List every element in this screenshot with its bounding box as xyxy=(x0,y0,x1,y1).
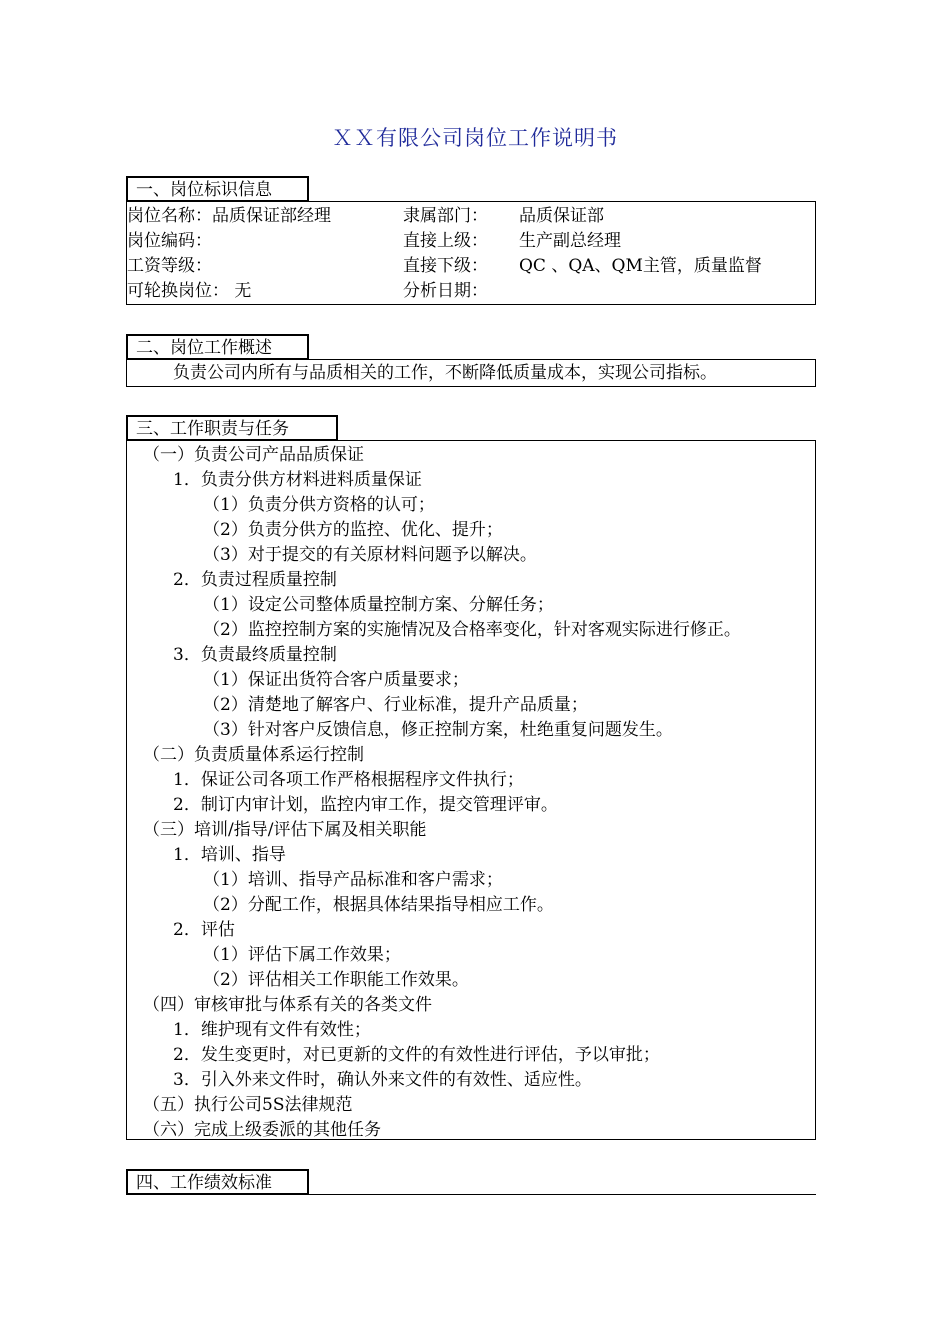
duty-line: 2．评估 xyxy=(173,920,235,940)
section-4-rule xyxy=(126,1194,816,1195)
info-salary-grade: 工资等级： xyxy=(127,256,212,276)
info-superior-label: 直接上级： xyxy=(403,231,488,251)
info-rotatable-position: 可轮换岗位： 无 xyxy=(127,281,252,301)
duty-line: （1）负责分供方资格的认可； xyxy=(203,495,435,515)
info-position-name: 岗位名称：品质保证部经理 xyxy=(127,206,331,226)
duty-line: （3）针对客户反馈信息，修正控制方案，杜绝重复问题发生。 xyxy=(203,720,673,740)
info-position-code: 岗位编码： xyxy=(127,231,212,251)
info-department-label: 隶属部门： xyxy=(403,206,488,226)
document-title: ＸＸ有限公司岗位工作说明书 xyxy=(332,126,618,150)
section-4-label: 四、工作绩效标准 xyxy=(126,1169,309,1194)
info-analysis-date-label: 分析日期： xyxy=(403,281,488,301)
info-subordinate-value: QC 、QA、QM主管，质量监督 xyxy=(519,256,762,276)
duty-line: （1）评估下属工作效果； xyxy=(203,945,401,965)
info-superior-value: 生产副总经理 xyxy=(519,231,621,251)
duty-line: 3．负责最终质量控制 xyxy=(173,645,337,665)
section-1-box xyxy=(126,201,816,305)
duty-line: （1）设定公司整体质量控制方案、分解任务； xyxy=(203,595,554,615)
section-3-box xyxy=(126,440,816,1140)
duty-line: （3）对于提交的有关原材料问题予以解决。 xyxy=(203,545,537,565)
duty-line: 1．保证公司各项工作严格根据程序文件执行； xyxy=(173,770,524,790)
duty-line: （2）分配工作，根据具体结果指导相应工作。 xyxy=(203,895,554,915)
summary-text: 负责公司内所有与品质相关的工作，不断降低质量成本，实现公司指标。 xyxy=(173,363,717,383)
section-2-box xyxy=(126,359,816,387)
info-subordinate-label: 直接下级： xyxy=(403,256,488,276)
duty-line: 2．制订内审计划，监控内审工作，提交管理评审。 xyxy=(173,795,558,815)
duty-line: （2）评估相关工作职能工作效果。 xyxy=(203,970,469,990)
duty-line: （二）负责质量体系运行控制 xyxy=(143,745,364,765)
duty-line: 1．培训、指导 xyxy=(173,845,286,865)
duty-line: 2．发生变更时，对已更新的文件的有效性进行评估，予以审批； xyxy=(173,1045,660,1065)
duty-line: （2）清楚地了解客户、行业标准，提升产品质量； xyxy=(203,695,588,715)
info-department-value: 品质保证部 xyxy=(519,206,604,226)
duty-line: （三）培训/指导/评估下属及相关职能 xyxy=(143,820,427,840)
duty-line: （一）负责公司产品品质保证 xyxy=(143,445,364,465)
duty-line: （1）保证出货符合客户质量要求； xyxy=(203,670,469,690)
duty-line: （六）完成上级委派的其他任务 xyxy=(143,1120,381,1140)
duty-line: 1．维护现有文件有效性； xyxy=(173,1020,371,1040)
duty-line: 3．引入外来文件时，确认外来文件的有效性、适应性。 xyxy=(173,1070,592,1090)
section-3-label: 三、工作职责与任务 xyxy=(126,415,338,440)
duty-line: 1．负责分供方材料进料质量保证 xyxy=(173,470,422,490)
section-1-label: 一、岗位标识信息 xyxy=(126,176,309,201)
section-2-label: 二、岗位工作概述 xyxy=(126,334,309,359)
duty-line: （2）监控控制方案的实施情况及合格率变化，针对客观实际进行修正。 xyxy=(203,620,741,640)
duty-line: （1）培训、指导产品标准和客户需求； xyxy=(203,870,503,890)
duty-line: （五）执行公司5S法律规范 xyxy=(143,1095,353,1115)
duty-line: （2）负责分供方的监控、优化、提升； xyxy=(203,520,503,540)
duty-line: 2．负责过程质量控制 xyxy=(173,570,337,590)
duty-line: （四）审核审批与体系有关的各类文件 xyxy=(143,995,432,1015)
